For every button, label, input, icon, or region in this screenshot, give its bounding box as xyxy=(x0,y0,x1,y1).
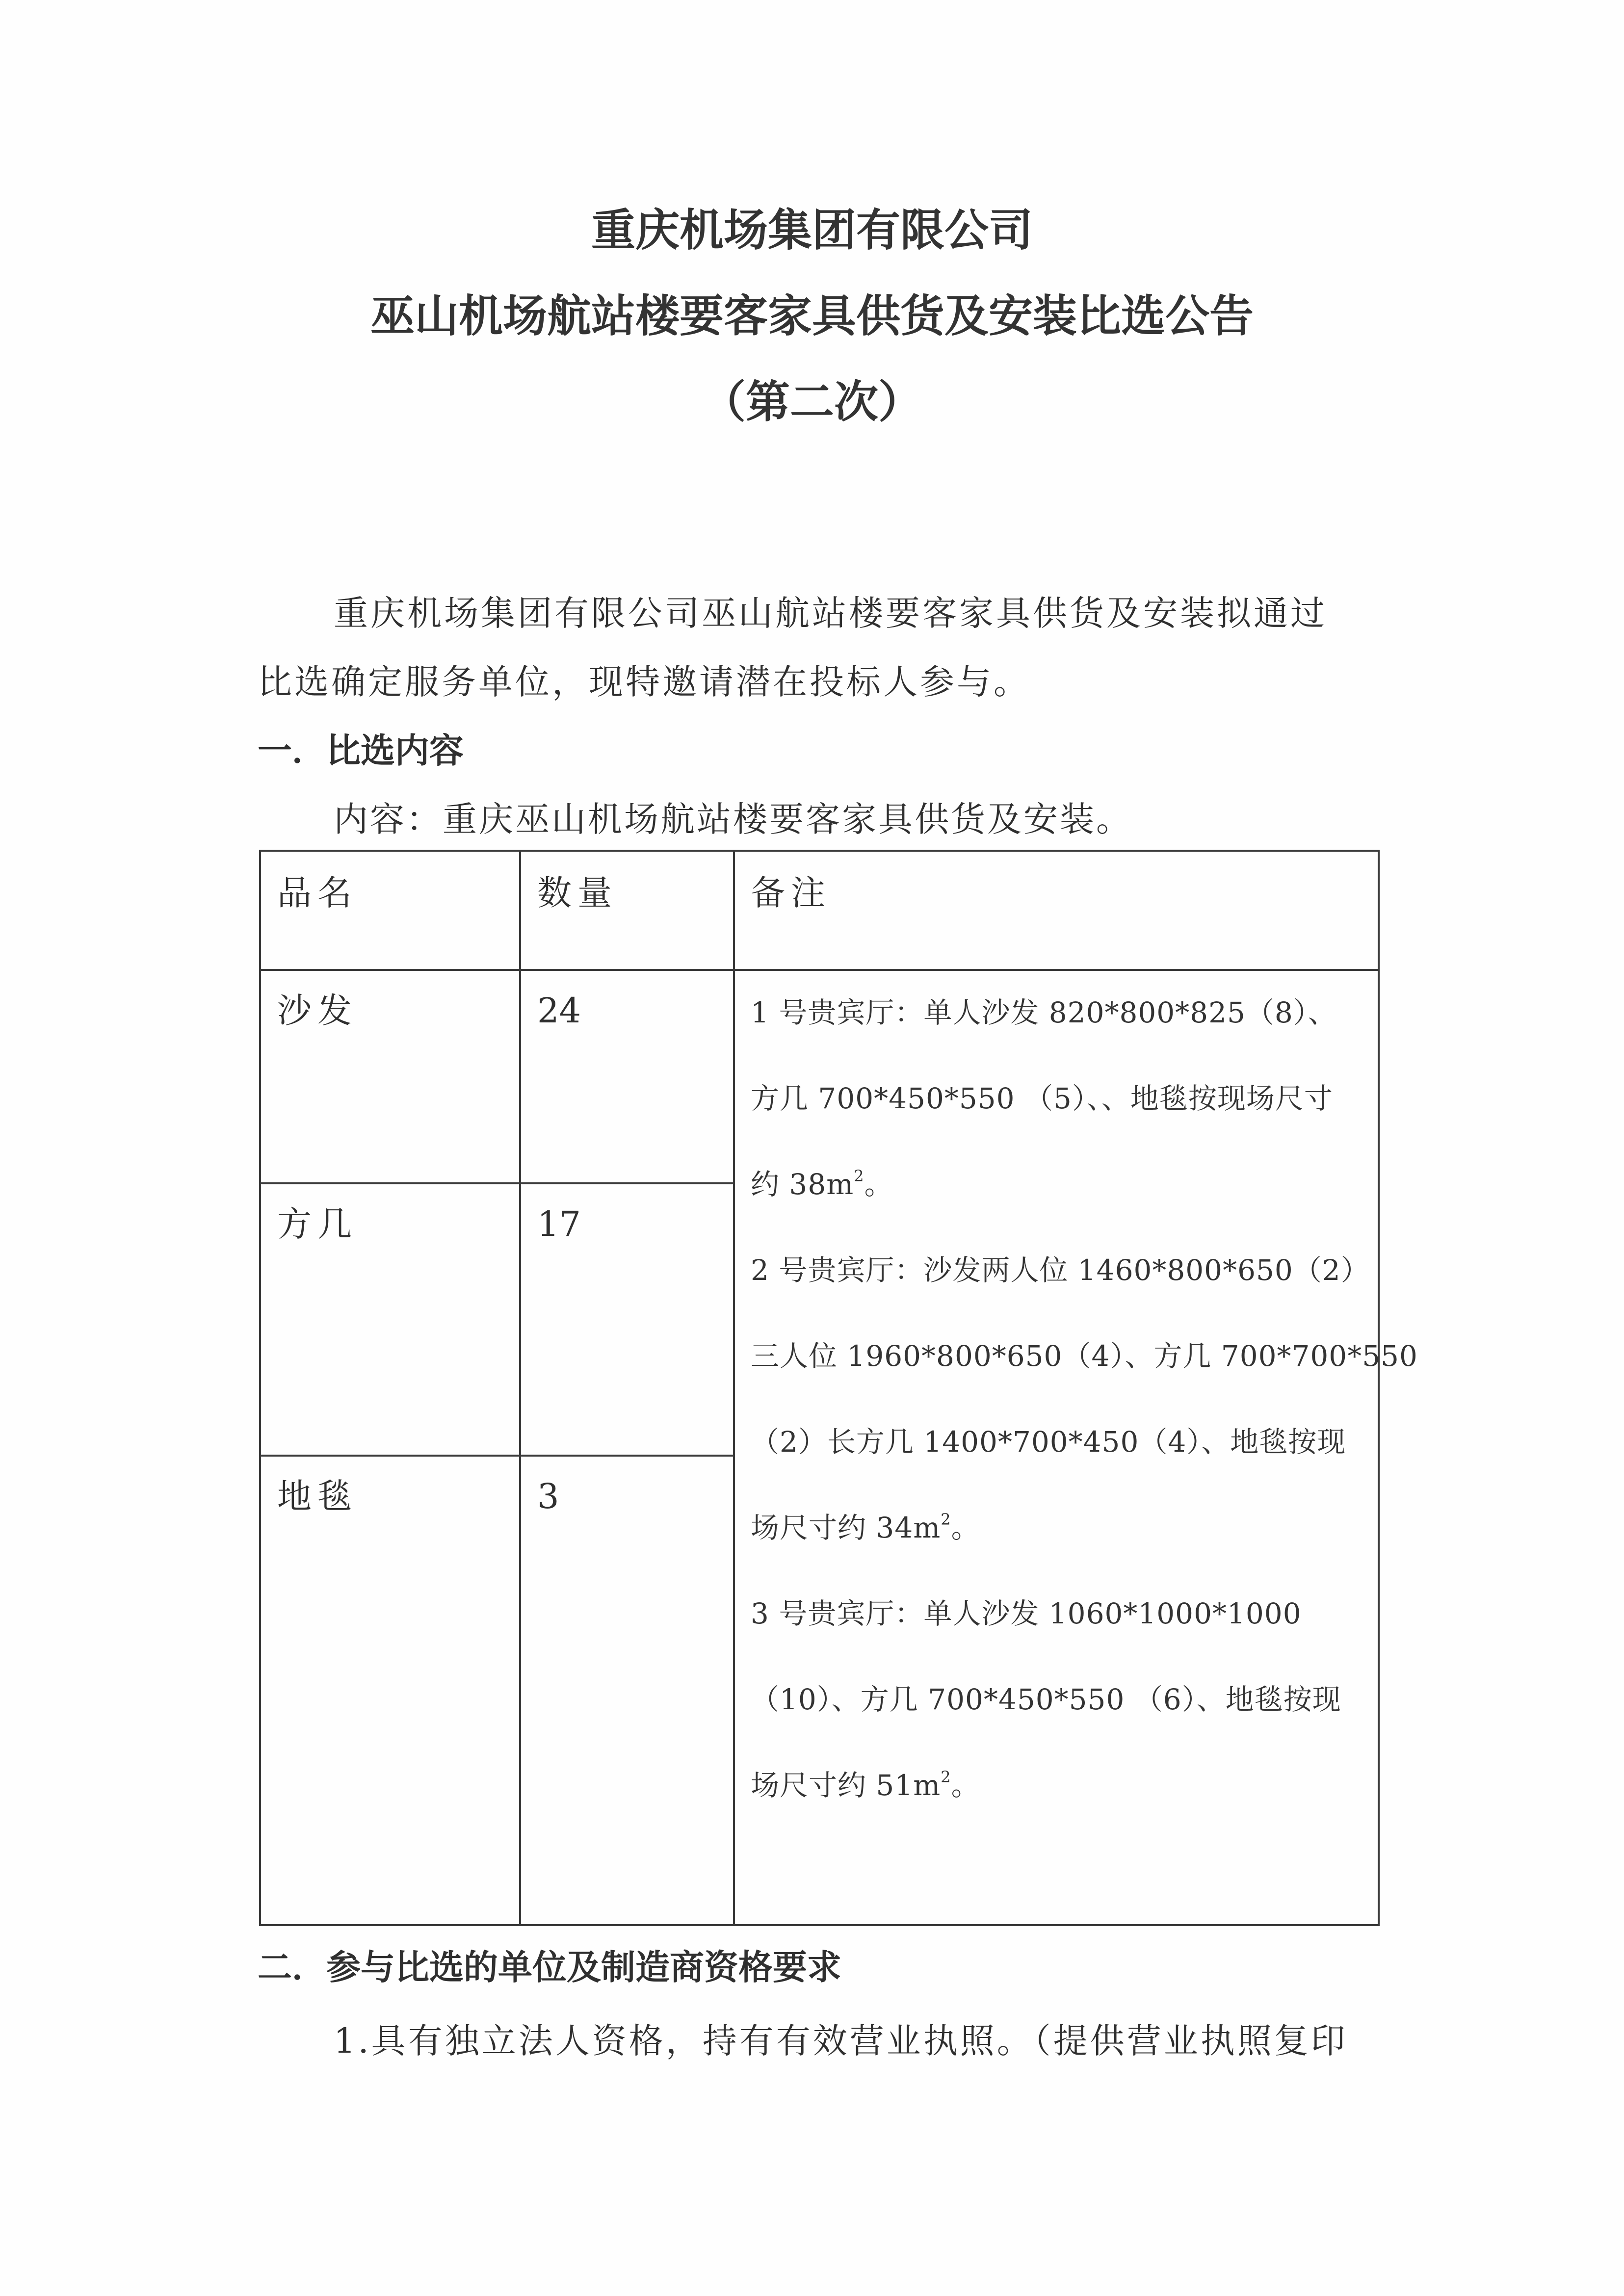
note-line: 2 号贵宾厅：沙发两人位 1460*800*650（2） xyxy=(751,1253,1370,1287)
note-line: 场尺寸约 $34m^2$。 xyxy=(751,1510,980,1544)
title-main: 巫山机场航站楼要客家具供货及安装比选公告 xyxy=(370,290,1254,342)
note-line: （2）长方几 1400*700*450（4）、地毯按现 xyxy=(751,1425,1346,1459)
row-name-carpet: 地毯 xyxy=(277,1476,358,1516)
title-round: （第二次） xyxy=(702,376,922,428)
section-2-item-1: 1.具有独立法人资格，持有有效营业执照。（提供营业执照复印 xyxy=(334,2021,1348,2061)
row-qty-table: 17 xyxy=(537,1204,581,1244)
intro-line-1: 重庆机场集团有限公司巫山航站楼要客家具供货及安装拟通过 xyxy=(334,593,1327,633)
note-line: 1 号贵宾厅：单人沙发 820*800*825（8）、 xyxy=(751,996,1337,1029)
header-name: 品名 xyxy=(277,873,358,913)
row-qty-carpet: 3 xyxy=(537,1476,559,1516)
header-qty: 数量 xyxy=(537,873,618,913)
section-1-content: 内容：重庆巫山机场航站楼要客家具供货及安装。 xyxy=(334,799,1132,839)
row-qty-sofa: 24 xyxy=(537,991,581,1031)
note-line: 约 $38m^2$。 xyxy=(751,1167,893,1201)
title-company: 重庆机场集团有限公司 xyxy=(591,205,1033,256)
header-notes: 备注 xyxy=(751,873,831,913)
note-line: 场尺寸约 $51m^2$。 xyxy=(751,1768,980,1802)
intro-line-2: 比选确定服务单位，现特邀请潜在投标人参与。 xyxy=(258,662,1030,702)
note-line: （10）、方几 700*450*550 （6）、地毯按现 xyxy=(751,1683,1341,1716)
section-1-heading: 一．比选内容 xyxy=(258,730,464,771)
section-2-heading: 二．参与比选的单位及制造商资格要求 xyxy=(258,1947,841,1987)
note-line: 3 号贵宾厅：单人沙发 1060*1000*1000 xyxy=(751,1597,1302,1630)
row-name-sofa: 沙发 xyxy=(277,991,358,1031)
row-name-table: 方几 xyxy=(277,1204,358,1244)
note-line: 方几 700*450*550 （5）、、地毯按现场尺寸 xyxy=(751,1082,1333,1115)
note-line: 三人位 1960*800*650（4）、方几 700*700*550 xyxy=(751,1339,1418,1373)
